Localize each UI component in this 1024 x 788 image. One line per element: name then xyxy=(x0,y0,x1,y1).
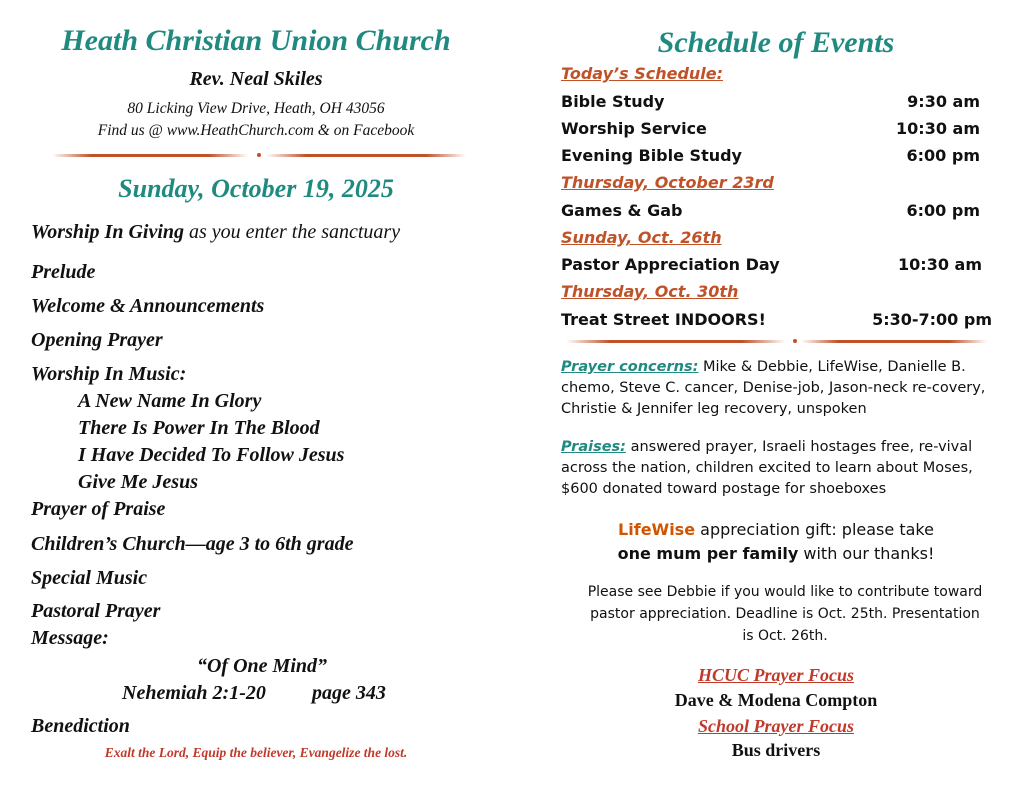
service-date: Sunday, October 19, 2025 xyxy=(118,174,394,203)
today-heading: Today’s Schedule: xyxy=(561,64,724,83)
lifewise-org: LifeWise xyxy=(618,520,696,539)
song: I Have Decided To Follow Jesus xyxy=(78,444,345,466)
order-prayer-of-praise: Prayer of Praise xyxy=(31,498,166,520)
order-opening-prayer: Opening Prayer xyxy=(31,329,163,351)
lifewise-note xyxy=(528,518,1024,566)
school-prayer-focus-label: School Prayer Focus xyxy=(697,716,854,736)
order-childrens-church: Children’s Church—age 3 to 6th grade xyxy=(31,533,354,555)
thursday-heading: Thursday, October 23rd xyxy=(561,173,774,192)
praises xyxy=(561,437,993,500)
order-worship-music: Worship In Music: xyxy=(31,363,187,385)
scripture-reference: Nehemiah 2:1-20 xyxy=(122,682,266,704)
schedule-title: Schedule of Events xyxy=(657,26,895,59)
praises-label: Praises: xyxy=(561,439,626,455)
event-name: Evening Bible Study xyxy=(561,146,742,165)
order-message: Message: xyxy=(31,627,109,649)
order-benediction: Benediction xyxy=(31,715,130,737)
thursday2-heading: Thursday, Oct. 30th xyxy=(561,282,739,301)
event-time: 9:30 am xyxy=(907,92,980,111)
order-special-music: Special Music xyxy=(31,567,148,589)
song: There Is Power In The Blood xyxy=(78,417,320,439)
church-name: Heath Christian Union Church xyxy=(61,24,451,57)
song: Give Me Jesus xyxy=(78,471,198,493)
giving-line xyxy=(31,221,400,244)
right-divider-a xyxy=(566,340,786,343)
right-divider-dot xyxy=(793,339,797,343)
song: A New Name In Glory xyxy=(78,390,262,412)
giving-rest: as you enter the sanctuary xyxy=(184,221,401,243)
left-divider-b xyxy=(266,154,466,157)
hcuc-prayer-focus-label: HCUC Prayer Focus xyxy=(697,665,854,685)
order-pastoral-prayer: Pastoral Prayer xyxy=(31,600,161,622)
prayer-concerns-text: Mike & Debbie, LifeWise, Danielle B. chemo, Steve C. cancer, Denise-job, Jason-neck re-covery, Christie & Jennifer leg recovery, unspoken xyxy=(561,359,986,417)
church-address: 80 Licking View Drive, Heath, OH 43056 xyxy=(127,100,385,117)
left-divider-a xyxy=(52,154,248,157)
event-name: Treat Street INDOORS! xyxy=(561,310,766,329)
lifewise-line1: appreciation gift: please take xyxy=(695,520,934,539)
event-name: Bible Study xyxy=(561,92,665,111)
pastor-name: Rev. Neal Skiles xyxy=(189,68,323,90)
event-time: 5:30-7:00 pm xyxy=(872,310,992,329)
sermon-title: “Of One Mind” xyxy=(196,655,327,677)
lifewise-bold: one mum per family xyxy=(617,544,799,563)
praises-text: answered prayer, Israeli hostages free, re-vival across the nation, children excited to learn about Moses, $600 donated toward postage for shoeboxes xyxy=(561,439,973,497)
find-us-line: Find us @ www.HeathChurch.com & on Facebook xyxy=(97,122,415,139)
lifewise-line2: with our thanks! xyxy=(798,544,935,563)
prayer-concerns xyxy=(561,357,993,420)
hcuc-prayer-focus-name: Dave & Modena Compton xyxy=(674,690,878,710)
school-prayer-focus-name: Bus drivers xyxy=(731,740,821,760)
event-name: Games & Gab xyxy=(561,201,683,220)
event-time: 10:30 am xyxy=(896,119,980,138)
order-prelude: Prelude xyxy=(31,261,96,283)
giving-bold: Worship In Giving xyxy=(31,221,185,243)
left-divider-dot xyxy=(257,153,261,157)
sunday-heading: Sunday, Oct. 26th xyxy=(561,228,722,247)
pastor-appreciation-note: Please see Debbie if you would like to contribute toward pastor appreciation. Deadline is Oct. 25th. Presentation is Oct. 26th. xyxy=(587,584,983,644)
right-divider-b xyxy=(801,340,987,343)
event-time: 6:00 pm xyxy=(906,146,980,165)
order-welcome: Welcome & Announcements xyxy=(31,295,265,317)
event-time: 6:00 pm xyxy=(906,201,980,220)
event-name: Pastor Appreciation Day xyxy=(561,255,780,274)
scripture-page: page 343 xyxy=(312,682,386,704)
church-motto: Exalt the Lord, Equip the believer, Evangelize the lost. xyxy=(104,745,408,760)
event-time: 10:30 am xyxy=(898,255,982,274)
prayer-concerns-label: Prayer concerns: xyxy=(561,359,699,375)
event-name: Worship Service xyxy=(561,119,707,138)
